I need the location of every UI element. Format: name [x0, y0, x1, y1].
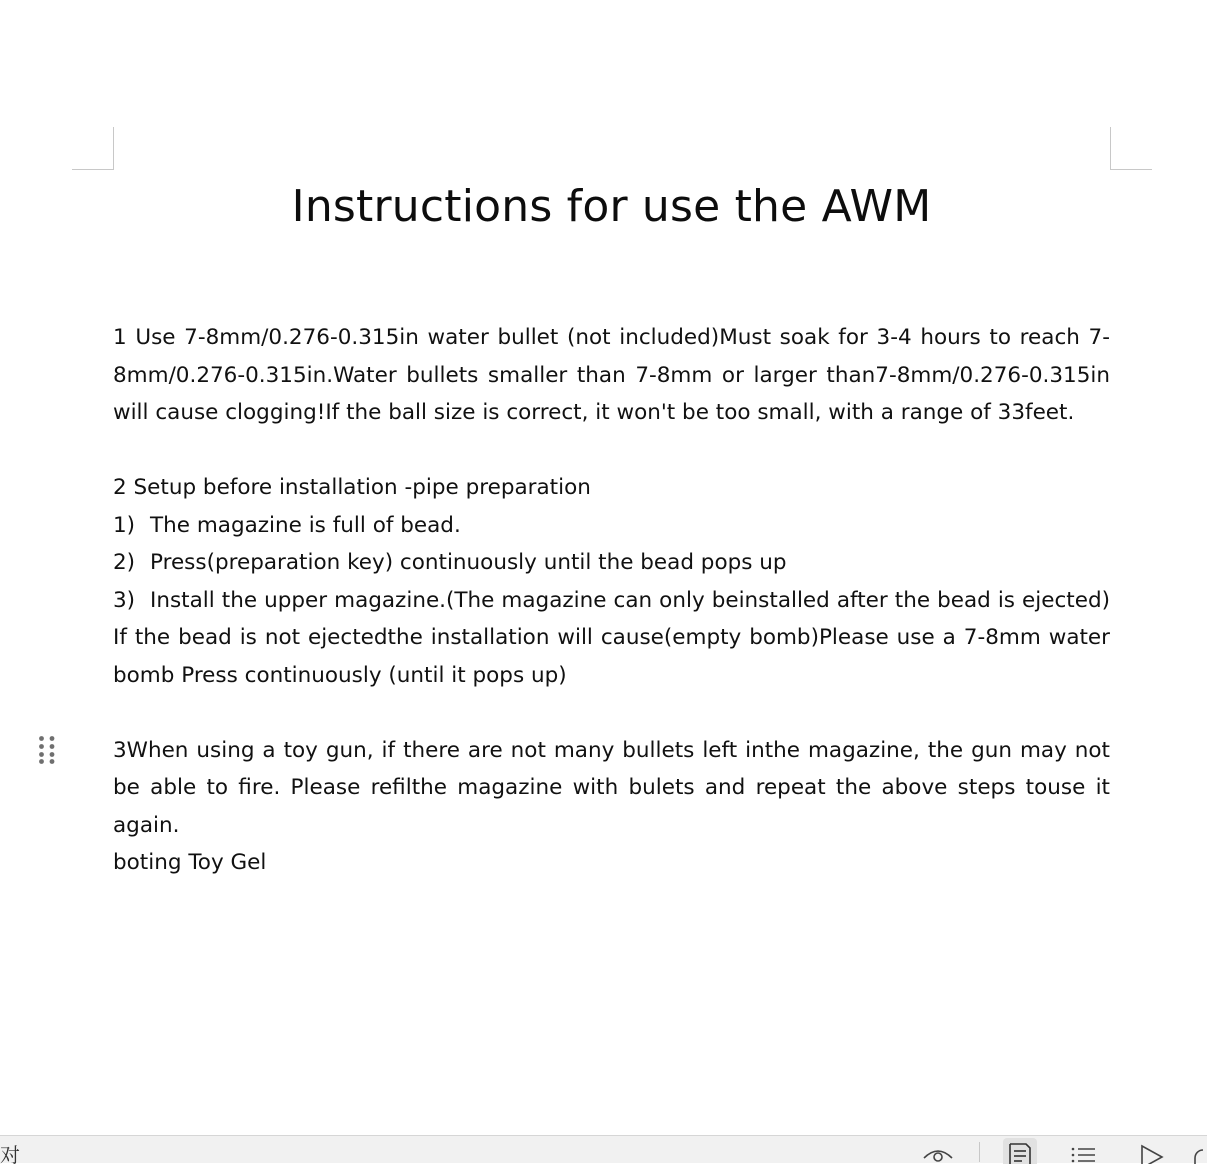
blank-line [113, 694, 1110, 732]
page-corner-marker-top-left [72, 127, 114, 170]
globe-icon[interactable] [1193, 1140, 1207, 1164]
step-number: 2) [113, 550, 136, 575]
step-number: 3) [113, 587, 136, 613]
page-corner-marker-top-right [1110, 127, 1152, 170]
signature-line[interactable]: boting Toy Gel [113, 850, 267, 875]
step-3[interactable] [113, 582, 1110, 695]
document-title[interactable]: Instructions for use the AWM [291, 181, 932, 232]
eye-icon[interactable] [921, 1140, 955, 1164]
status-left-text[interactable]: 对 [0, 1143, 20, 1167]
step-1[interactable] [113, 507, 1110, 545]
page-view-icon[interactable] [1003, 1138, 1037, 1164]
step-2[interactable] [113, 544, 1110, 582]
play-icon[interactable] [1135, 1140, 1169, 1164]
section-2-heading[interactable]: 2 Setup before installation -pipe preparation [113, 475, 591, 500]
step-text: Press(preparation key) continuously until the bead pops up [150, 550, 787, 575]
document-body[interactable] [113, 319, 1110, 882]
paragraph-3[interactable]: 3When using a toy gun, if there are not many bullets left inthe magazine, the gun may not be able to fire. Please refilthe magazine with bulets and repeat the above steps touse it again. [113, 737, 1110, 838]
status-bar [0, 1135, 1207, 1167]
step-text: Install the upper magazine.(The magazine can only beinstalled after the bead is ejected) If the bead is not ejectedthe installation will cause(empty bomb)Please use a 7-8mm water bomb Press continuously (until it pops up) [113, 587, 1110, 688]
outline-icon[interactable] [1067, 1140, 1101, 1164]
drag-handle-icon[interactable] [38, 735, 56, 765]
step-text: The magazine is full of bead. [150, 512, 461, 538]
blank-line [113, 432, 1110, 470]
paragraph-1[interactable]: 1 Use 7-8mm/0.276-0.315in water bullet (not included)Must soak for 3-4 hours to reach 7-8mm/0.276-0.315in.Water bullets smaller than 7-8mm or larger than7-8mm/0.276-0.315in will cause clogging!If the ball size is correct, it won't be too small, with a range of 33feet. [113, 325, 1110, 425]
step-number: 1) [113, 512, 136, 538]
status-divider [979, 1142, 980, 1162]
